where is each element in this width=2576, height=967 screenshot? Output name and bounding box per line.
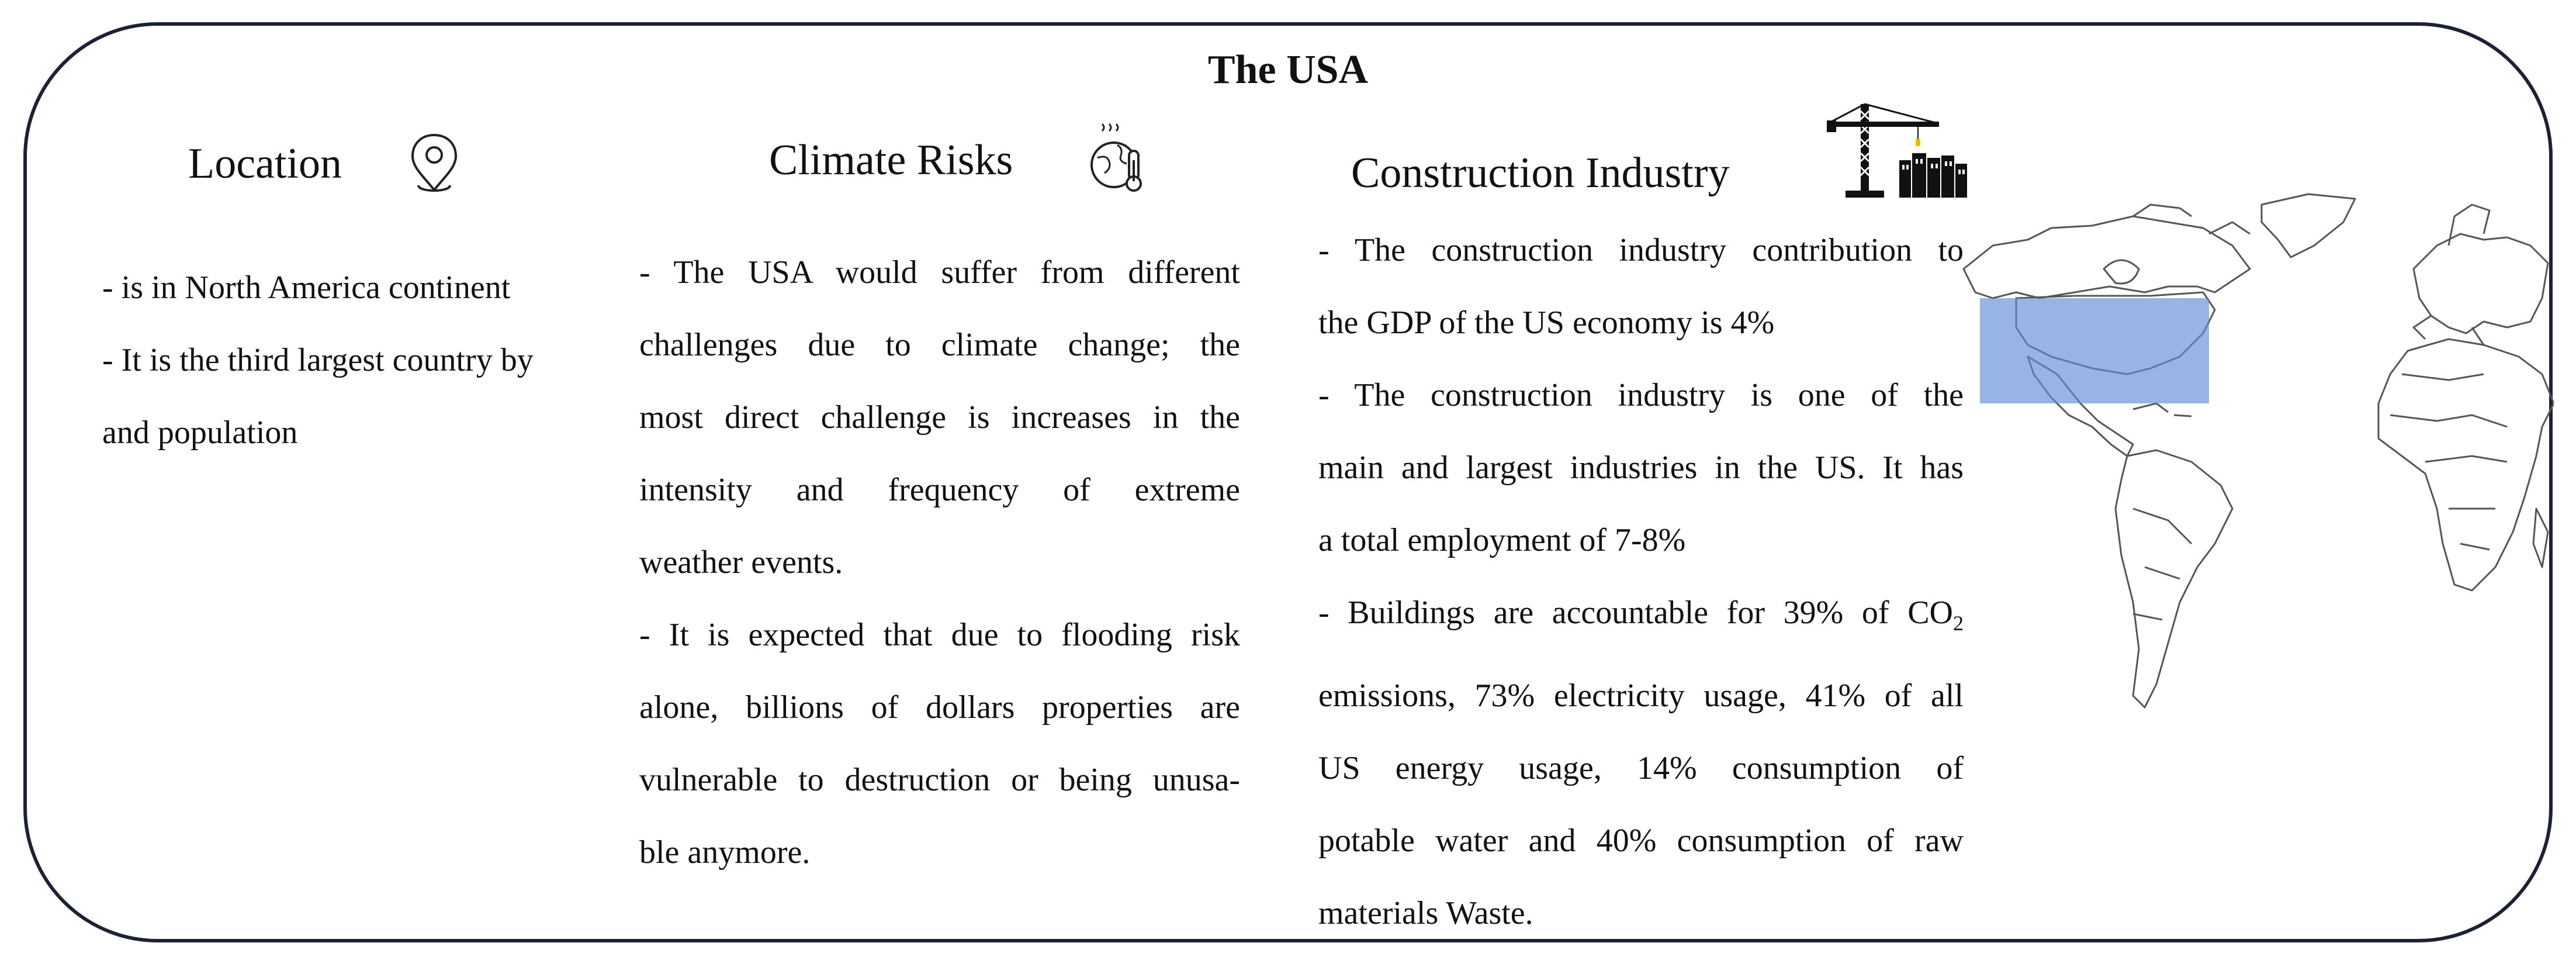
location-text [102, 251, 605, 469]
construction-industry-heading: Construction Industry [1351, 149, 1730, 197]
text-line: - It is expected that due to flooding risk [639, 617, 1240, 653]
location-pin-icon [407, 132, 462, 196]
climate-risks-heading: Climate Risks [769, 136, 1013, 184]
text-line: challenges due to climate change; the [639, 327, 1240, 363]
text-line: emissions, 73% electricity usage, 41% of all [1318, 678, 1964, 714]
location-heading: Location [188, 140, 342, 188]
text-line: main and largest industries in the US. It has [1318, 450, 1964, 486]
construction-industry-text [1318, 214, 1964, 949]
crane-buildings-icon [1824, 99, 1971, 200]
text-line: a total employment of 7-8% [1318, 522, 1686, 558]
text-line: intensity and frequency of extreme [639, 472, 1240, 508]
text-line: US energy usage, 14% consumption of [1318, 750, 1964, 787]
text-line: materials Waste. [1318, 895, 1533, 932]
text-line: alone, billions of dollars properties are [639, 689, 1240, 726]
text-line: - The construction industry is one of the [1318, 377, 1964, 413]
text-line: potable water and 40% consumption of raw [1318, 823, 1964, 859]
text-line: ble anymore. [639, 834, 811, 871]
text-line [1318, 576, 1964, 659]
text-line: vulnerable to destruction or being unusa- [639, 762, 1240, 798]
text-line: - is in North America continent [102, 270, 511, 306]
text-line: weather events. [639, 544, 843, 581]
text-line: - The USA would suffer from different [639, 254, 1240, 291]
world-map-icon [1958, 181, 2554, 731]
co2-subscript: 2 [1953, 612, 1964, 636]
text-line: - The construction industry contribution to [1318, 232, 1964, 268]
text-line: most direct challenge is increases in the [639, 399, 1240, 436]
climate-risks-text [639, 236, 1240, 889]
globe-thermometer-icon [1088, 117, 1149, 198]
usa-highlight [1980, 298, 2209, 403]
text-line: and population [102, 415, 298, 451]
text-line: the GDP of the US economy is 4% [1318, 305, 1775, 341]
page-title: The USA [1207, 47, 1369, 92]
text-line: - It is the third largest country by [102, 342, 534, 378]
text-line-co2: - Buildings are accountable for 39% of CO [1318, 595, 1953, 631]
